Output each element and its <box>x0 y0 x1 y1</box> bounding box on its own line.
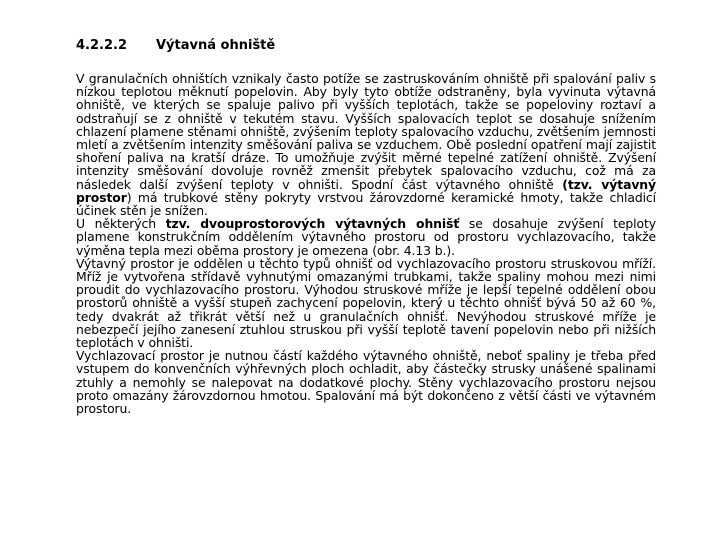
paragraph-2-text-b: se dosahuje zvýšení teploty plamene konstrukčním oddělením výtavného prostoru od prostoru vychlazovacího, takže výměna tepla mezi oběma prostory je omezena (obr. 4.13 b.). <box>76 216 656 258</box>
paragraph-1-text-a: V granulačních ohništích vznikaly často potíže se zastruskováním ohniště při spalování paliv s nízkou teplotou měknutí popelovin. Aby byly tyto obtíže odstraněny, byla vyvinuta výtavná ohniště, ve kterých se spaluje palivo při vyšších teplotách, takže se popeloviny roztaví a odstraňují se z ohniště v tekutém stavu. Vyšších spalovacích teplot se dosahuje snížením chlazení plamene stěnami ohniště, zvýšením teploty spalovacího vzduchu, zvětšením jemnosti mletí a zvětšením intenzity směšování paliva se vzduchem. Obě poslední opatření mají zajistit shoření paliva na kratší dráze. To umožňuje zvýšit měrné tepelné zatížení ohniště. Zvýšení intenzity směšování dovoluje rovněž zmenšit přebytek spalovacího vzduchu, což má za následek další zvýšení teploty v ohništi. Spodní část výtavného ohniště <box>76 71 656 192</box>
paragraph-1 <box>76 72 656 217</box>
paragraph-1-bold-term: (tzv. výtavný prostor <box>76 176 657 205</box>
section-number: 4.2.2.2 <box>76 38 127 53</box>
paragraph-2-bold-term: tzv. dvouprostorových výtavných ohnišť <box>165 216 460 232</box>
paragraph-3: Výtavný prostor je oddělen u těchto typů ohnišť od vychlazovacího prostoru struskovou mříží. Mříž je vytvořena střídavě vyhnutými omazanými trubkami, takže spaliny mohou mezi nimi proudit do vychlazovacího prostoru. Výhodou struskové mříže je lepší tepelné oddělení obou prostorů ohniště a vyšší stupeň zachycení popelovin, který u těchto ohnišť bývá 50 až 60 %, tedy dvakrát až třikrát větší než u granulačních ohnišť. Nevýhodou struskové mříže je nebezpečí jejího zanesení ztuhlou struskou při vyšší teplotě tavení popelovin nebo při nižších teplotách v ohništi. <box>76 255 656 351</box>
paragraph-2-text-a: U některých <box>76 216 166 232</box>
section-title: Výtavná ohniště <box>156 38 276 53</box>
section-heading <box>76 38 275 53</box>
paragraph-2 <box>76 217 656 257</box>
paragraph-4: Vychlazovací prostor je nutnou částí každého výtavného ohniště, neboť spaliny je třeba před vstupem do konvenčních výhřevných ploch ochladit, aby částečky strusky unášené spalinami ztuhly a nemohly se nalepovat na dodatkové plochy. Stěny vychlazovacího prostoru nejsou proto omazány žárovzdornou hmotou. Spalování má být dokončeno z větší části ve výtavném prostoru. <box>76 348 656 417</box>
body-text <box>76 72 656 415</box>
paragraph-1-text-b: ) má trubkové stěny pokryty vrstvou žárovzdorné keramické hmoty, takže chladicí účinek stěn je snížen. <box>76 189 656 219</box>
